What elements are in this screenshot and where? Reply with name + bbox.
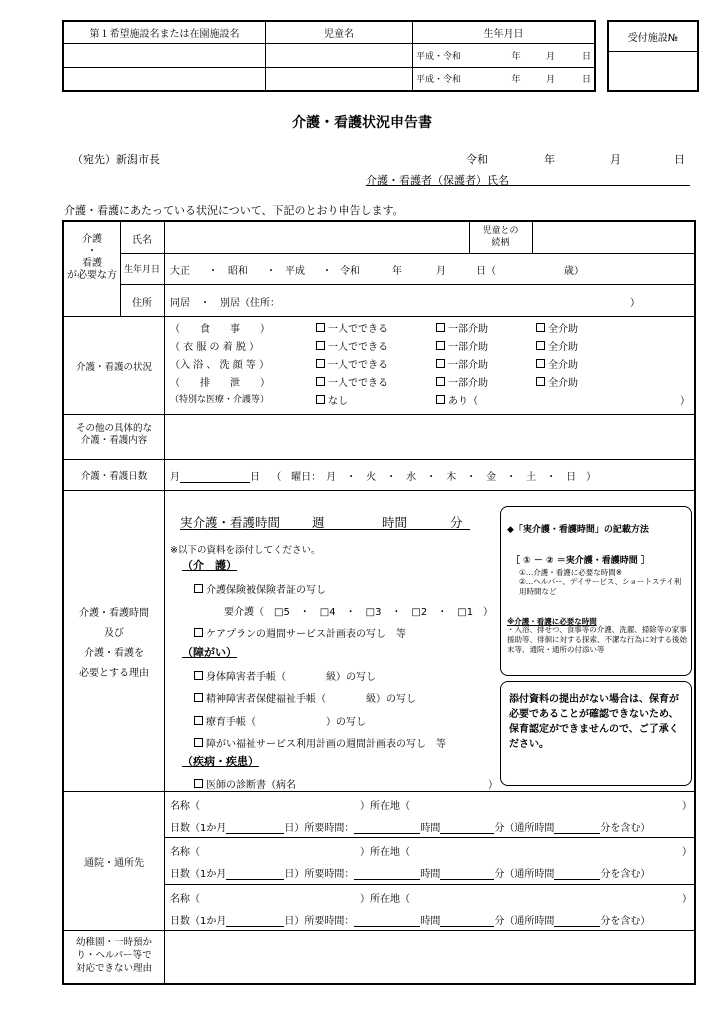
warning-box <box>500 681 692 786</box>
shogai-item-3[interactable]: 療育手帳（ ）の写し <box>194 713 366 728</box>
child-name-cell-2[interactable] <box>266 67 413 91</box>
other-label: その他の具体的な 介護・看護内容 <box>75 423 152 446</box>
status-0-c[interactable]: 全介助 <box>536 320 578 335</box>
method-def-body: ・入浴、排せつ、食事等の介護、洗濯、掃除等の家事援助等、徘徊に対する探索、不潔な行為に対する後始末等、通院・通所の付添い等 <box>507 625 687 654</box>
child-name-cell-1[interactable] <box>266 43 413 67</box>
date-day: 日 <box>674 153 685 166</box>
child-name-header: 児童名 <box>266 21 413 43</box>
page-title: 介護・看護状況申告書 <box>292 115 432 131</box>
kaigo-item-2[interactable]: ケアプランの週間サービス計画表の写し 等 <box>194 625 406 640</box>
cannot-field[interactable] <box>165 931 694 983</box>
status-1-c[interactable]: 全介助 <box>536 338 578 353</box>
status-2-a[interactable]: 一人でできる <box>316 356 388 371</box>
visit-label: 通院・通所先 <box>84 858 144 869</box>
method-title: ◆「実介護・看護時間」の記載方法 <box>507 525 649 535</box>
warning-text: 添付資料の提出がない場合は、保育が必要であることが確認できないため、保育認定ができませんので、ご了承ください。 <box>509 694 679 750</box>
dob-day-2: 日 <box>558 67 595 91</box>
method-box <box>500 506 692 676</box>
kaigo-head: （介 護） <box>182 559 237 572</box>
facility-cell-2[interactable] <box>63 67 266 91</box>
dob-label: 生年月日 <box>123 265 160 275</box>
reason-label: 介護・看護時間 及び 介護・看護を 必要とする理由 <box>79 608 149 679</box>
status-0-a[interactable]: 一人でできる <box>316 320 388 335</box>
dob-month-2: 月 <box>524 67 559 91</box>
status-1-a[interactable]: 一人でできる <box>316 338 388 353</box>
shogai-head: （障がい） <box>182 646 237 659</box>
method-note-1: ①…介護・看護に必要な時間※ <box>519 568 623 577</box>
applicant-name-label: 介護・看護者（保護者）氏名 <box>366 174 509 187</box>
dob-year-2: 年 <box>489 67 524 91</box>
kaigo-level[interactable]: 要介護（ □5 ・ □4 ・ □3 ・ □2 ・ □1 ） <box>224 607 494 618</box>
relation-label: 児童との 続柄 <box>482 226 519 248</box>
status-label: 介護・看護の状況 <box>75 362 152 373</box>
shogai-item-1[interactable]: 身体障害者手帳（ 級）の写し <box>194 668 376 683</box>
status-3-b[interactable]: 一部介助 <box>436 374 488 389</box>
facility-header: 第１希望施設名または在園施設名 <box>63 21 266 43</box>
name-label: 氏名 <box>132 235 152 246</box>
method-note-2: ②…ヘルパー、デイサービス、ショートステイ利用時間など <box>519 577 682 596</box>
intro-text: 介護・看護にあたっている状況について、下記のとおり申告します。 <box>64 204 404 217</box>
kaigo-item-1[interactable]: 介護保険被保険者証の写し <box>194 581 326 596</box>
main-form <box>62 220 696 985</box>
shogai-item-2[interactable]: 精神障害者保健福祉手帳（ 級）の写し <box>194 690 416 705</box>
dob-era-2: 平成・令和 <box>413 67 490 91</box>
dob-day-1: 日 <box>558 43 595 67</box>
dob-era-1: 平成・令和 <box>413 43 490 67</box>
visit-1[interactable]: 名称（ ）所在地（ ） 日数（1か月 日）所要時間： 時間 分（通所時間 分を含む） <box>170 801 692 834</box>
sick-close: ） <box>488 780 498 791</box>
relation-field[interactable] <box>533 223 694 252</box>
status-3-a[interactable]: 一人でできる <box>316 374 388 389</box>
visit-3[interactable]: 名称（ ）所在地（ ） 日数（1か月 日）所要時間： 時間 分（通所時間 分を含む） <box>170 894 692 927</box>
shogai-item-4[interactable]: 障がい福祉サービス利用計画の週間計画表の写し 等 <box>194 735 446 750</box>
status-3-c[interactable]: 全介助 <box>536 374 578 389</box>
addressee: （宛先）新潟市長 <box>72 153 160 166</box>
status-1-b[interactable]: 一部介助 <box>436 338 488 353</box>
dob-header: 生年月日 <box>413 21 596 43</box>
status-0-b[interactable]: 一部介助 <box>436 320 488 335</box>
days-line[interactable]: 月 日 （ 曜日： 月 ・ 火 ・ 水 ・ 木 ・ 金 ・ 土 ・ 日 ） <box>170 472 597 483</box>
address-text[interactable]: 同居 ・ 別居（住所： <box>170 298 280 309</box>
address-close: ） <box>630 298 640 309</box>
top-info-table <box>62 20 596 92</box>
status-2-c[interactable]: 全介助 <box>536 356 578 371</box>
receipt-number-field[interactable] <box>608 51 698 91</box>
date-era: 令和 <box>466 153 488 166</box>
receipt-label: 受付施設№ <box>608 21 698 51</box>
name-field[interactable] <box>165 223 468 252</box>
person-group-label: 介護 ・ 看護 が必要な方 <box>67 234 117 281</box>
dob-year-1: 年 <box>489 43 524 67</box>
facility-cell-1[interactable] <box>63 43 266 67</box>
sick-item-1[interactable]: 医師の診断書（病名 <box>194 776 296 791</box>
method-def-head: ※介護・看護に必要な時間 <box>507 617 597 626</box>
person-dob-line[interactable]: 大正 ・ 昭和 ・ 平成 ・ 令和 年 月 日（ 歳） <box>170 266 584 277</box>
status-2-b[interactable]: 一部介助 <box>436 356 488 371</box>
status-rows: （ 食 事 ） 一人でできる 一部介助 全介助 （ 衣 服 の 着 脱 ） 一人でできる 一部介助 全介助 （入 浴 、 洗 顔 等 ） 一人でできる 一部介助 全介助 （ 排 泄 ） 一人でできる 一部介助 全介助 （特別な医療・介護等） なし あり（ ） <box>170 320 692 410</box>
date-year: 年 <box>544 153 555 166</box>
date-month: 月 <box>610 153 621 166</box>
address-label: 住所 <box>132 298 152 309</box>
reason-headline[interactable]: 実介護・看護時間 週 時間 分 <box>180 513 470 530</box>
method-formula: ［ ① － ② ＝実介護・看護時間 ］ <box>511 556 650 566</box>
attach-note: ※以下の資料を添付してください。 <box>170 545 321 556</box>
applicant-name-line[interactable] <box>366 172 690 186</box>
visit-2[interactable]: 名称（ ）所在地（ ） 日数（1か月 日）所要時間： 時間 分（通所時間 分を含む） <box>170 847 692 880</box>
dob-month-1: 月 <box>524 43 559 67</box>
cannot-label: 幼稚園・一時預か り・ヘルパー等で 対応できない理由 <box>75 937 152 974</box>
receipt-box <box>607 20 699 92</box>
special-none[interactable]: なし <box>316 392 348 407</box>
days-label: 介護・看護日数 <box>80 471 148 482</box>
other-field[interactable] <box>165 415 694 458</box>
date-line <box>466 151 688 165</box>
sick-head: （疾病・疾患） <box>182 755 259 768</box>
special-yes[interactable]: あり（ <box>436 392 478 407</box>
